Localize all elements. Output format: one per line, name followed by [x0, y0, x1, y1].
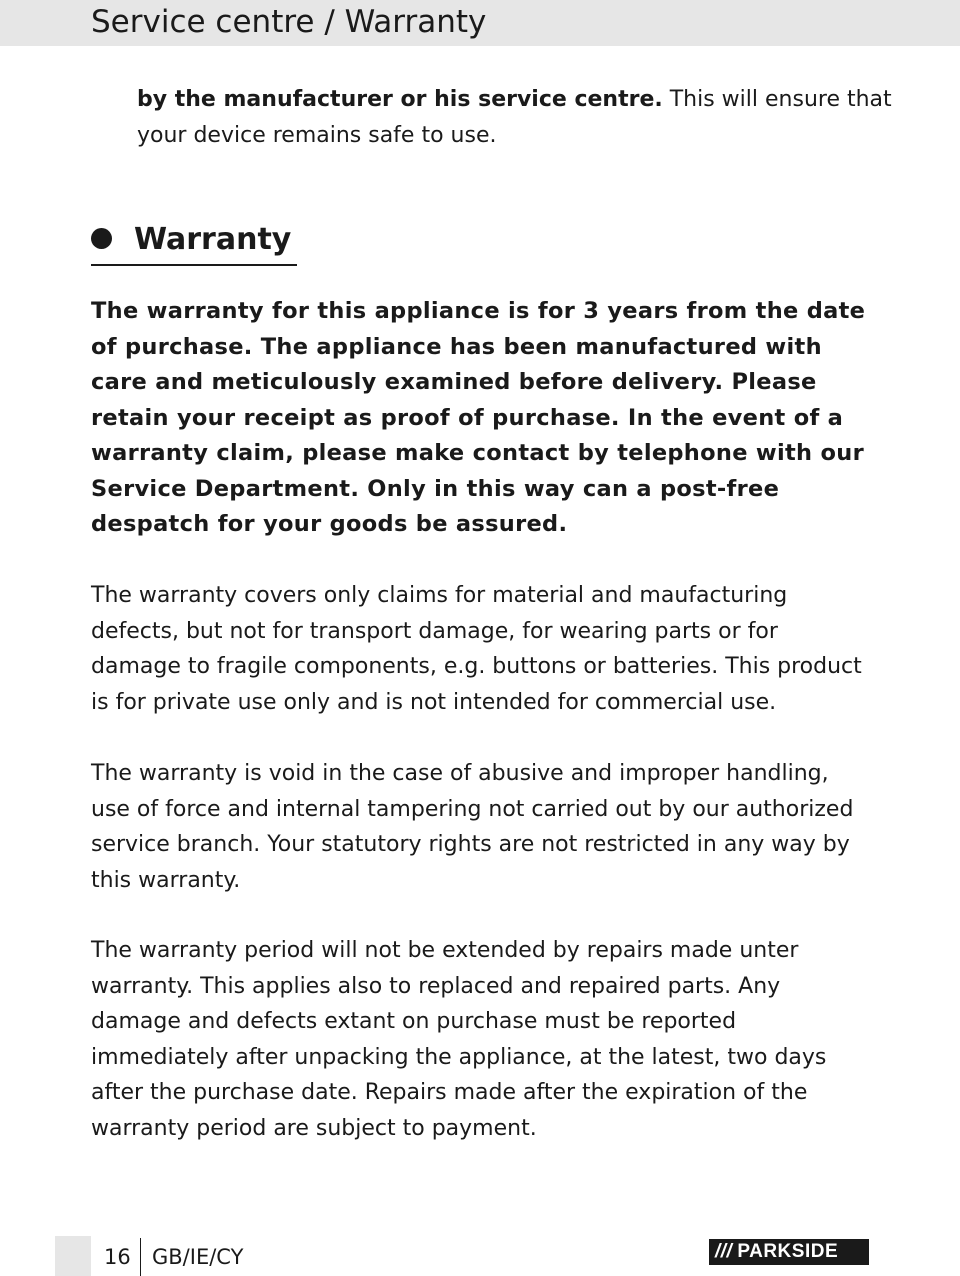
intro-text: This will ensure that your device remains safe to use. — [137, 87, 892, 148]
page-number: 16 — [104, 1245, 131, 1269]
warranty-paragraph-3: The warranty is void in the case of abusive and improper handling, use of force and internal tampering not carried out by our authorized service branch. Your statutory rights are not restricted in any way by this warranty. — [91, 761, 854, 893]
intro-bold-text: by the manufacturer or his service centre. — [137, 87, 663, 112]
parkside-logo — [709, 1239, 869, 1265]
bullet-dot-icon — [91, 228, 112, 249]
footer-country-codes: GB/IE/CY — [152, 1245, 244, 1269]
section-heading-label: Warranty — [134, 222, 292, 257]
intro-paragraph — [137, 82, 897, 154]
page-header-bar — [0, 0, 960, 46]
footer-marker-box — [55, 1236, 91, 1276]
warranty-paragraph-1: The warranty for this appliance is for 3 years from the date of purchase. The appliance has been manufactured with care and meticulously examined before delivery. Please retain your receipt as proof of purchase. In the event of a warranty claim, please make contact by telephone with our Service Department. Only in this way can a post-free despatch for your goods be assured. — [91, 298, 866, 537]
page-header-title: Service centre / Warranty — [91, 4, 487, 40]
footer-divider — [140, 1238, 141, 1276]
logo-slashes: /// — [715, 1241, 733, 1262]
warranty-paragraph-4: The warranty period will not be extended by repairs made unter warranty. This applies also to replaced and repaired parts. Any damage and defects extant on purchase must be reported immediately after unpacking the appliance, at the latest, two days after the purchase date. Repairs made after the expiration of the warranty period are subject to payment. — [91, 938, 827, 1141]
logo-wordmark: PARKSIDE — [737, 1241, 839, 1262]
section-heading — [91, 218, 297, 266]
warranty-paragraph-2: The warranty covers only claims for material and maufacturing defects, but not for transport damage, for wearing parts or for damage to fragile components, e.g. buttons or batteries. This product is for private use only and is not intended for commercial use. — [91, 583, 862, 715]
